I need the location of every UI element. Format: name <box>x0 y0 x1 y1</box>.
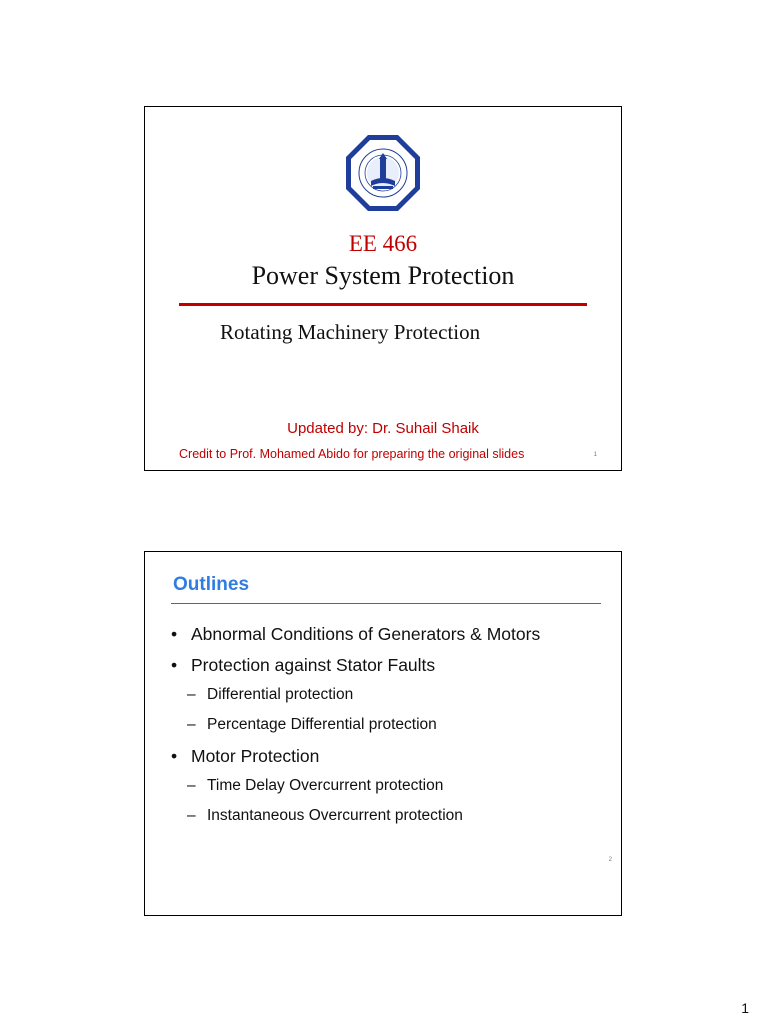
outline-list <box>171 624 611 837</box>
credit-text: Credit to Prof. Mohamed Abido for preparing the original slides <box>179 447 525 461</box>
university-seal-logo <box>344 133 422 213</box>
sub-list-item-text: Time Delay Overcurrent protection <box>207 777 444 794</box>
title-divider <box>179 303 587 306</box>
list-item <box>171 624 611 655</box>
sub-list-item <box>171 686 611 716</box>
dash-icon: – <box>187 686 196 703</box>
slide-1 <box>144 106 622 471</box>
outline-divider <box>171 603 601 604</box>
sub-list-item-text: Percentage Differential protection <box>207 716 437 733</box>
list-item-text: Protection against Stator Faults <box>191 655 436 675</box>
list-item <box>171 655 611 686</box>
bullet-icon: • <box>171 624 178 644</box>
slide-2 <box>144 551 622 916</box>
dash-icon: – <box>187 777 196 794</box>
sub-list-item-text: Differential protection <box>207 686 354 703</box>
list-item-text: Motor Protection <box>191 746 320 766</box>
slide-number: 1 <box>593 452 597 458</box>
list-item-text: Abnormal Conditions of Generators & Motors <box>191 624 541 644</box>
page-number: 1 <box>741 1000 749 1016</box>
dash-icon: – <box>187 716 196 733</box>
sub-list-item-text: Instantaneous Overcurrent protection <box>207 807 463 824</box>
course-code: EE 466 <box>348 231 418 256</box>
sub-list-item <box>171 807 611 837</box>
course-title: Power System Protection <box>251 261 515 290</box>
bullet-icon: • <box>171 746 178 766</box>
bullet-icon: • <box>171 655 178 675</box>
dash-icon: – <box>187 807 196 824</box>
list-item <box>171 746 611 777</box>
updated-by-text: Updated by: Dr. Suhail Shaik <box>287 420 479 437</box>
outline-title: Outlines <box>173 574 250 595</box>
slide-subtitle: Rotating Machinery Protection <box>220 320 481 344</box>
sub-list-item <box>171 777 611 807</box>
slide-number: 2 <box>608 857 612 863</box>
sub-list-item <box>171 716 611 746</box>
